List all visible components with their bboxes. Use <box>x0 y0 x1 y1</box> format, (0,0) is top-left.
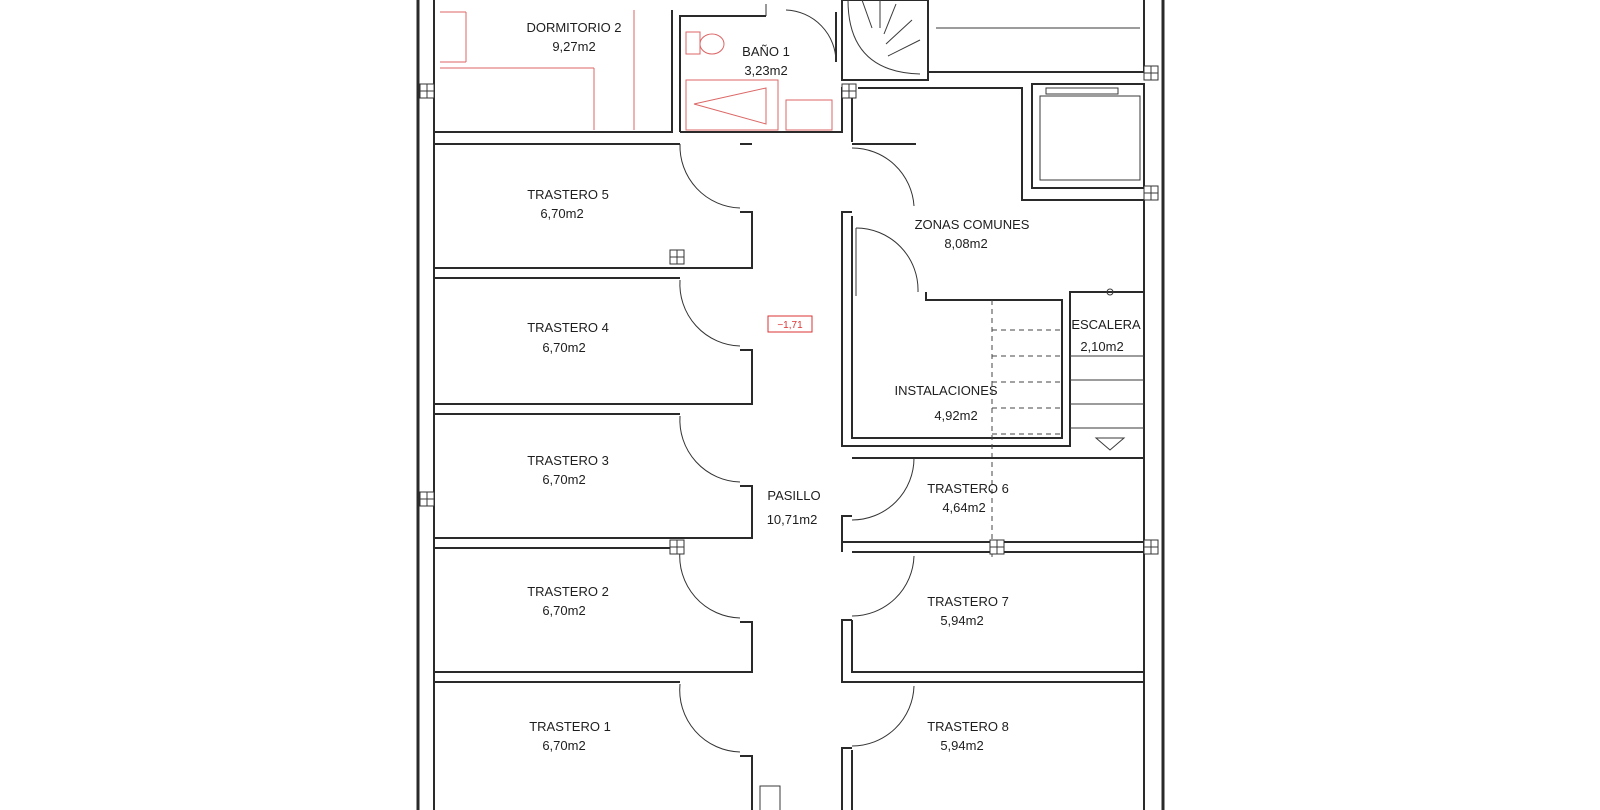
spiral-stair <box>842 0 928 80</box>
room-area-trastero-6: 4,64m2 <box>942 500 986 515</box>
room-area-dormitorio-2: 9,27m2 <box>552 39 596 54</box>
right-storage <box>842 458 1144 810</box>
room-area-zonas-comunes: 8,08m2 <box>944 236 988 251</box>
room-area-trastero-2: 6,70m2 <box>542 603 586 618</box>
room-name-instalaciones: INSTALACIONES <box>894 383 998 398</box>
level-mark <box>768 316 812 332</box>
room-area-pasillo: 10,71m2 <box>766 512 818 527</box>
room-name-trastero-4: TRASTERO 4 <box>527 320 609 335</box>
level-mark-text: −1,71 <box>777 320 803 331</box>
room-area-trastero-1: 6,70m2 <box>542 738 586 753</box>
room-name-bano-1: BAÑO 1 <box>742 44 790 59</box>
room-name-dormitorio-2: DORMITORIO 2 <box>526 20 622 35</box>
room-area-trastero-3: 6,70m2 <box>542 472 586 487</box>
room-name-pasillo: PASILLO <box>767 488 821 503</box>
room-name-trastero-8: TRASTERO 8 <box>927 719 1009 734</box>
room-name-zonas-comunes: ZONAS COMUNES <box>914 217 1030 232</box>
room-area-instalaciones: 4,92m2 <box>934 408 978 423</box>
left-storage <box>434 144 780 810</box>
room-labels <box>526 20 1141 753</box>
room-area-trastero-8: 5,94m2 <box>940 738 984 753</box>
room-name-trastero-6: TRASTERO 6 <box>927 481 1009 496</box>
room-name-trastero-3: TRASTERO 3 <box>527 453 609 468</box>
top-right-block <box>928 0 1144 72</box>
room-name-trastero-2: TRASTERO 2 <box>527 584 609 599</box>
room-area-trastero-5: 6,70m2 <box>540 206 584 221</box>
room-name-escalera: ESCALERA <box>1071 317 1141 332</box>
room-name-trastero-1: TRASTERO 1 <box>529 719 611 734</box>
lift-shaft <box>858 84 1144 200</box>
room-name-trastero-7: TRASTERO 7 <box>927 594 1009 609</box>
room-area-escalera: 2,10m2 <box>1080 339 1124 354</box>
registration-marks <box>420 66 1158 554</box>
room-area-bano-1: 3,23m2 <box>744 63 788 78</box>
room-area-trastero-7: 5,94m2 <box>940 613 984 628</box>
room-name-trastero-5: TRASTERO 5 <box>527 187 609 202</box>
room-area-trastero-4: 6,70m2 <box>542 340 586 355</box>
